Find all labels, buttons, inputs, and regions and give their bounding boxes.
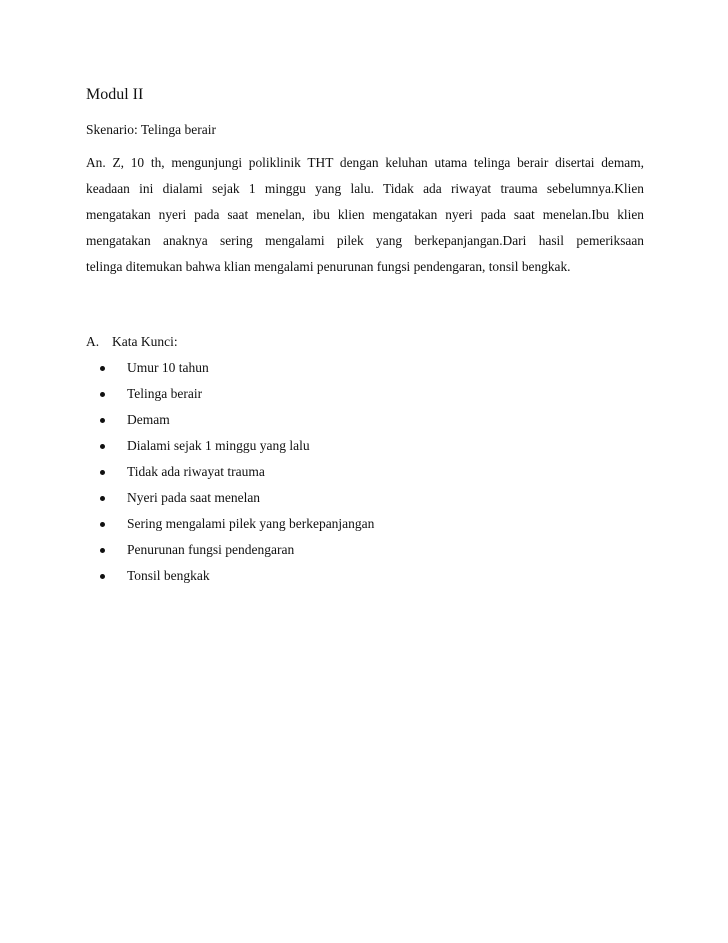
list-item [86,463,644,489]
bullet-icon [100,522,105,527]
paragraph-line: mengatakan nyeri pada saat menelan, ibu klien mengatakan nyeri pada saat menelan.Ibu klien [86,207,644,222]
section-kata-kunci [86,333,644,593]
list-item-text: Sering mengalami pilek yang berkepanjangan [127,516,375,531]
bullet-icon [100,418,105,423]
bullet-icon [100,574,105,579]
list-item [86,567,644,593]
list-item [86,515,644,541]
module-title: Modul II [86,86,144,103]
bullet-icon [100,366,105,371]
bullet-icon [100,496,105,501]
list-item-text: Penurunan fungsi pendengaran [127,542,295,557]
list-item [86,359,644,385]
list-item-text: Tonsil bengkak [127,568,210,583]
scenario-label: Skenario: Telinga berair [86,122,217,137]
section-heading-text: Kata Kunci: [112,334,178,349]
list-item-text: Telinga berair [127,386,203,401]
list-item [86,411,644,437]
scenario-paragraph [86,150,644,280]
keyword-list [86,359,644,593]
list-item-text: Dialami sejak 1 minggu yang lalu [127,438,310,453]
paragraph-line: An. Z, 10 th, mengunjungi poliklinik THT dengan keluhan utama telinga berair disertai demam, [86,155,644,170]
list-item-text: Nyeri pada saat menelan [127,490,261,505]
list-item [86,437,644,463]
list-item-text: Umur 10 tahun [127,360,209,375]
list-item [86,489,644,515]
section-letter: A. [86,334,100,349]
list-item-text: Demam [127,412,170,427]
bullet-icon [100,444,105,449]
paragraph-line: mengatakan anaknya sering mengalami pilek yang berkepanjangan.Dari hasil pemeriksaan [86,233,644,248]
section-heading [86,333,644,359]
list-item [86,385,644,411]
list-item [86,541,644,567]
bullet-icon [100,392,105,397]
bullet-icon [100,548,105,553]
list-item-text: Tidak ada riwayat trauma [127,464,265,479]
paragraph-line: telinga ditemukan bahwa klian mengalami penurunan fungsi pendengaran, tonsil bengkak. [86,259,571,274]
paragraph-line: keadaan ini dialami sejak 1 minggu yang lalu. Tidak ada riwayat trauma sebelumnya.Klien [86,181,644,196]
bullet-icon [100,470,105,475]
